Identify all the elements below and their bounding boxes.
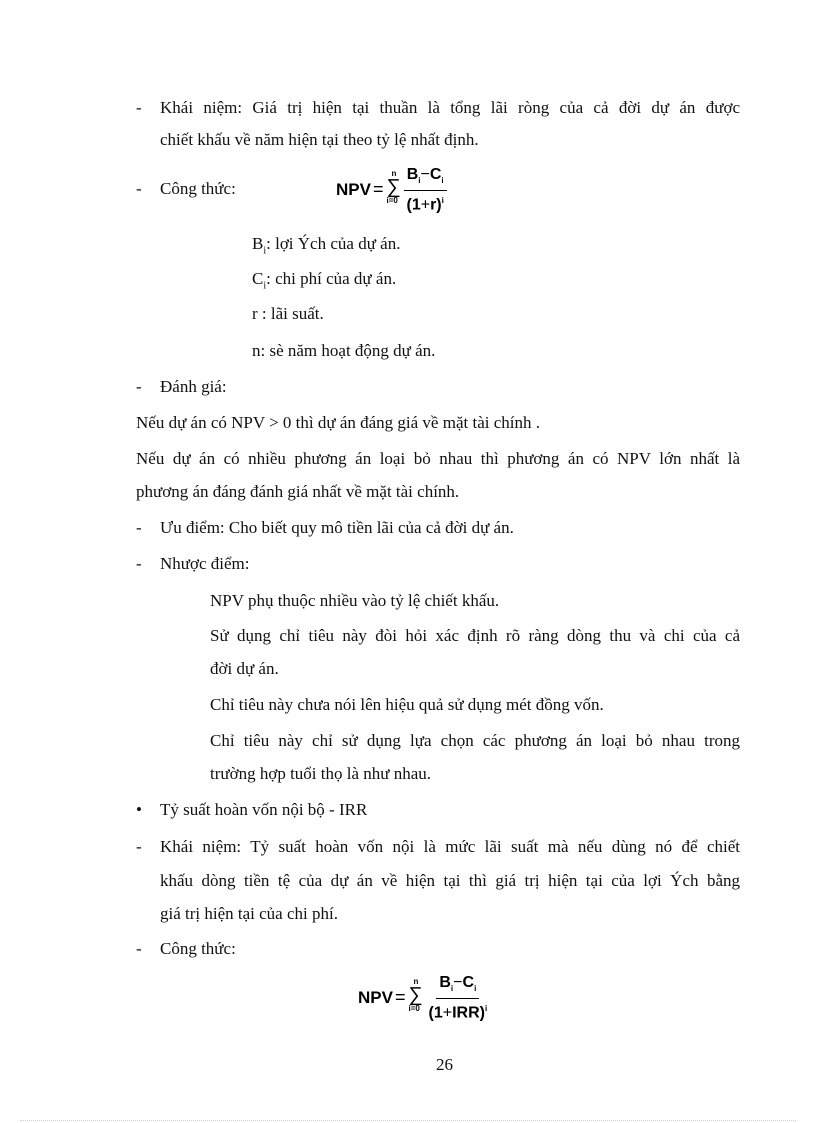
variable-n: n: sè năm hoạt động dự án. (252, 341, 436, 360)
dash-bullet: - (136, 939, 142, 958)
sum-symbol (407, 976, 423, 1016)
disadvantage-2-line-2: đời dự án. (210, 659, 279, 678)
disadvantage-4-line-2: trường hợp tuổi thọ là như nhau. (210, 764, 432, 783)
dash-bullet: - (136, 179, 142, 198)
irr-concept-line-1: Khái niệm: Tỷ suất hoàn vốn nội là mức lãi suất mà nếu dùng nó để chiết (160, 837, 740, 856)
irr-formula (358, 974, 490, 1022)
sum-lower-limit: i=0 (386, 195, 398, 205)
npv-concept-line-1: Khái niệm: Giá trị hiện tại thuần là tổng lãi ròng của cả đời dự án được (160, 98, 740, 117)
variable-r: r : lãi suất. (252, 304, 324, 323)
fraction-denominator: $(1+IRR)^i$ (428, 1004, 488, 1022)
sum-lower-limit: i=0 (408, 1003, 420, 1013)
dash-bullet: - (136, 518, 142, 537)
sum-upper-limit: n (413, 976, 419, 986)
evaluation-line-2: Nếu dự án có nhiều phương án loại bỏ nhau thì phương án có NPV lớn nhất là (136, 449, 740, 468)
page-bottom-divider (20, 1120, 796, 1121)
sigma-glyph: ∑ (408, 983, 423, 1006)
page-number: 26 (436, 1055, 453, 1074)
irr-heading: Tỷ suất hoàn vốn nội bộ - IRR (160, 800, 368, 819)
formula-lhs: NPV (358, 987, 393, 1007)
evaluation-line-1: Nếu dự án có NPV > 0 thì dự án đáng giá về mặt tài chính . (136, 413, 540, 432)
formula-equals: = (394, 987, 406, 1008)
irr-fraction (425, 974, 490, 1022)
sigma-glyph: ∑ (386, 175, 401, 198)
disadvantage-1: NPV phụ thuộc nhiều vào tỷ lệ chiết khấu. (210, 591, 500, 610)
irr-concept-line-3: giá trị hiện tại của chi phí. (160, 904, 338, 923)
sum-upper-limit: n (391, 168, 397, 178)
sum-symbol (385, 168, 401, 208)
disadvantage-3: Chỉ tiêu này chưa nói lên hiệu quả sử dụng mét đồng vốn. (210, 695, 604, 714)
evaluation-line-3: phương án đáng đánh giá nhất về mặt tài chính. (136, 482, 460, 501)
disadvantage-4-line-1: Chỉ tiêu này chỉ sử dụng lựa chọn các phương án loại bỏ nhau trong (210, 731, 740, 750)
variable-b: $B_i$: lợi Ých của dự án. (252, 234, 401, 257)
fraction-numerator: $B_i-C_i$ (436, 974, 479, 999)
disadvantage-label: Nhược điểm: (160, 554, 250, 573)
dash-bullet: - (136, 554, 142, 573)
dash-bullet: - (136, 837, 142, 856)
npv-fraction (403, 166, 446, 214)
evaluation-label: Đánh giá: (160, 377, 227, 396)
advantage-line: Ưu điểm: Cho biết quy mô tiền lãi của cả đời dự án. (160, 518, 514, 537)
npv-concept-line-2: chiết khấu về năm hiện tại theo tỷ lệ nhất định. (160, 130, 479, 149)
formula-lhs: NPV (336, 179, 371, 199)
dash-bullet: - (136, 377, 142, 396)
dot-bullet: • (136, 800, 142, 819)
dash-bullet: - (136, 98, 142, 117)
variable-c: $C_i$: chi phí của dự án. (252, 269, 397, 292)
formula-equals: = (372, 179, 384, 200)
npv-formula (336, 166, 447, 214)
fraction-denominator: $(1+r)^i$ (406, 196, 444, 214)
irr-concept-line-2: khấu dòng tiền tệ của dự án về hiện tại thì giá trị hiện tại của lợi Ých bằng (160, 871, 740, 890)
disadvantage-2-line-1: Sử dụng chỉ tiêu này đòi hỏi xác định rõ ràng dòng thu và chi của cả (210, 626, 740, 645)
fraction-numerator: $B_i-C_i$ (404, 166, 447, 191)
npv-formula-label: Công thức: (160, 179, 236, 198)
irr-formula-label: Công thức: (160, 939, 236, 958)
